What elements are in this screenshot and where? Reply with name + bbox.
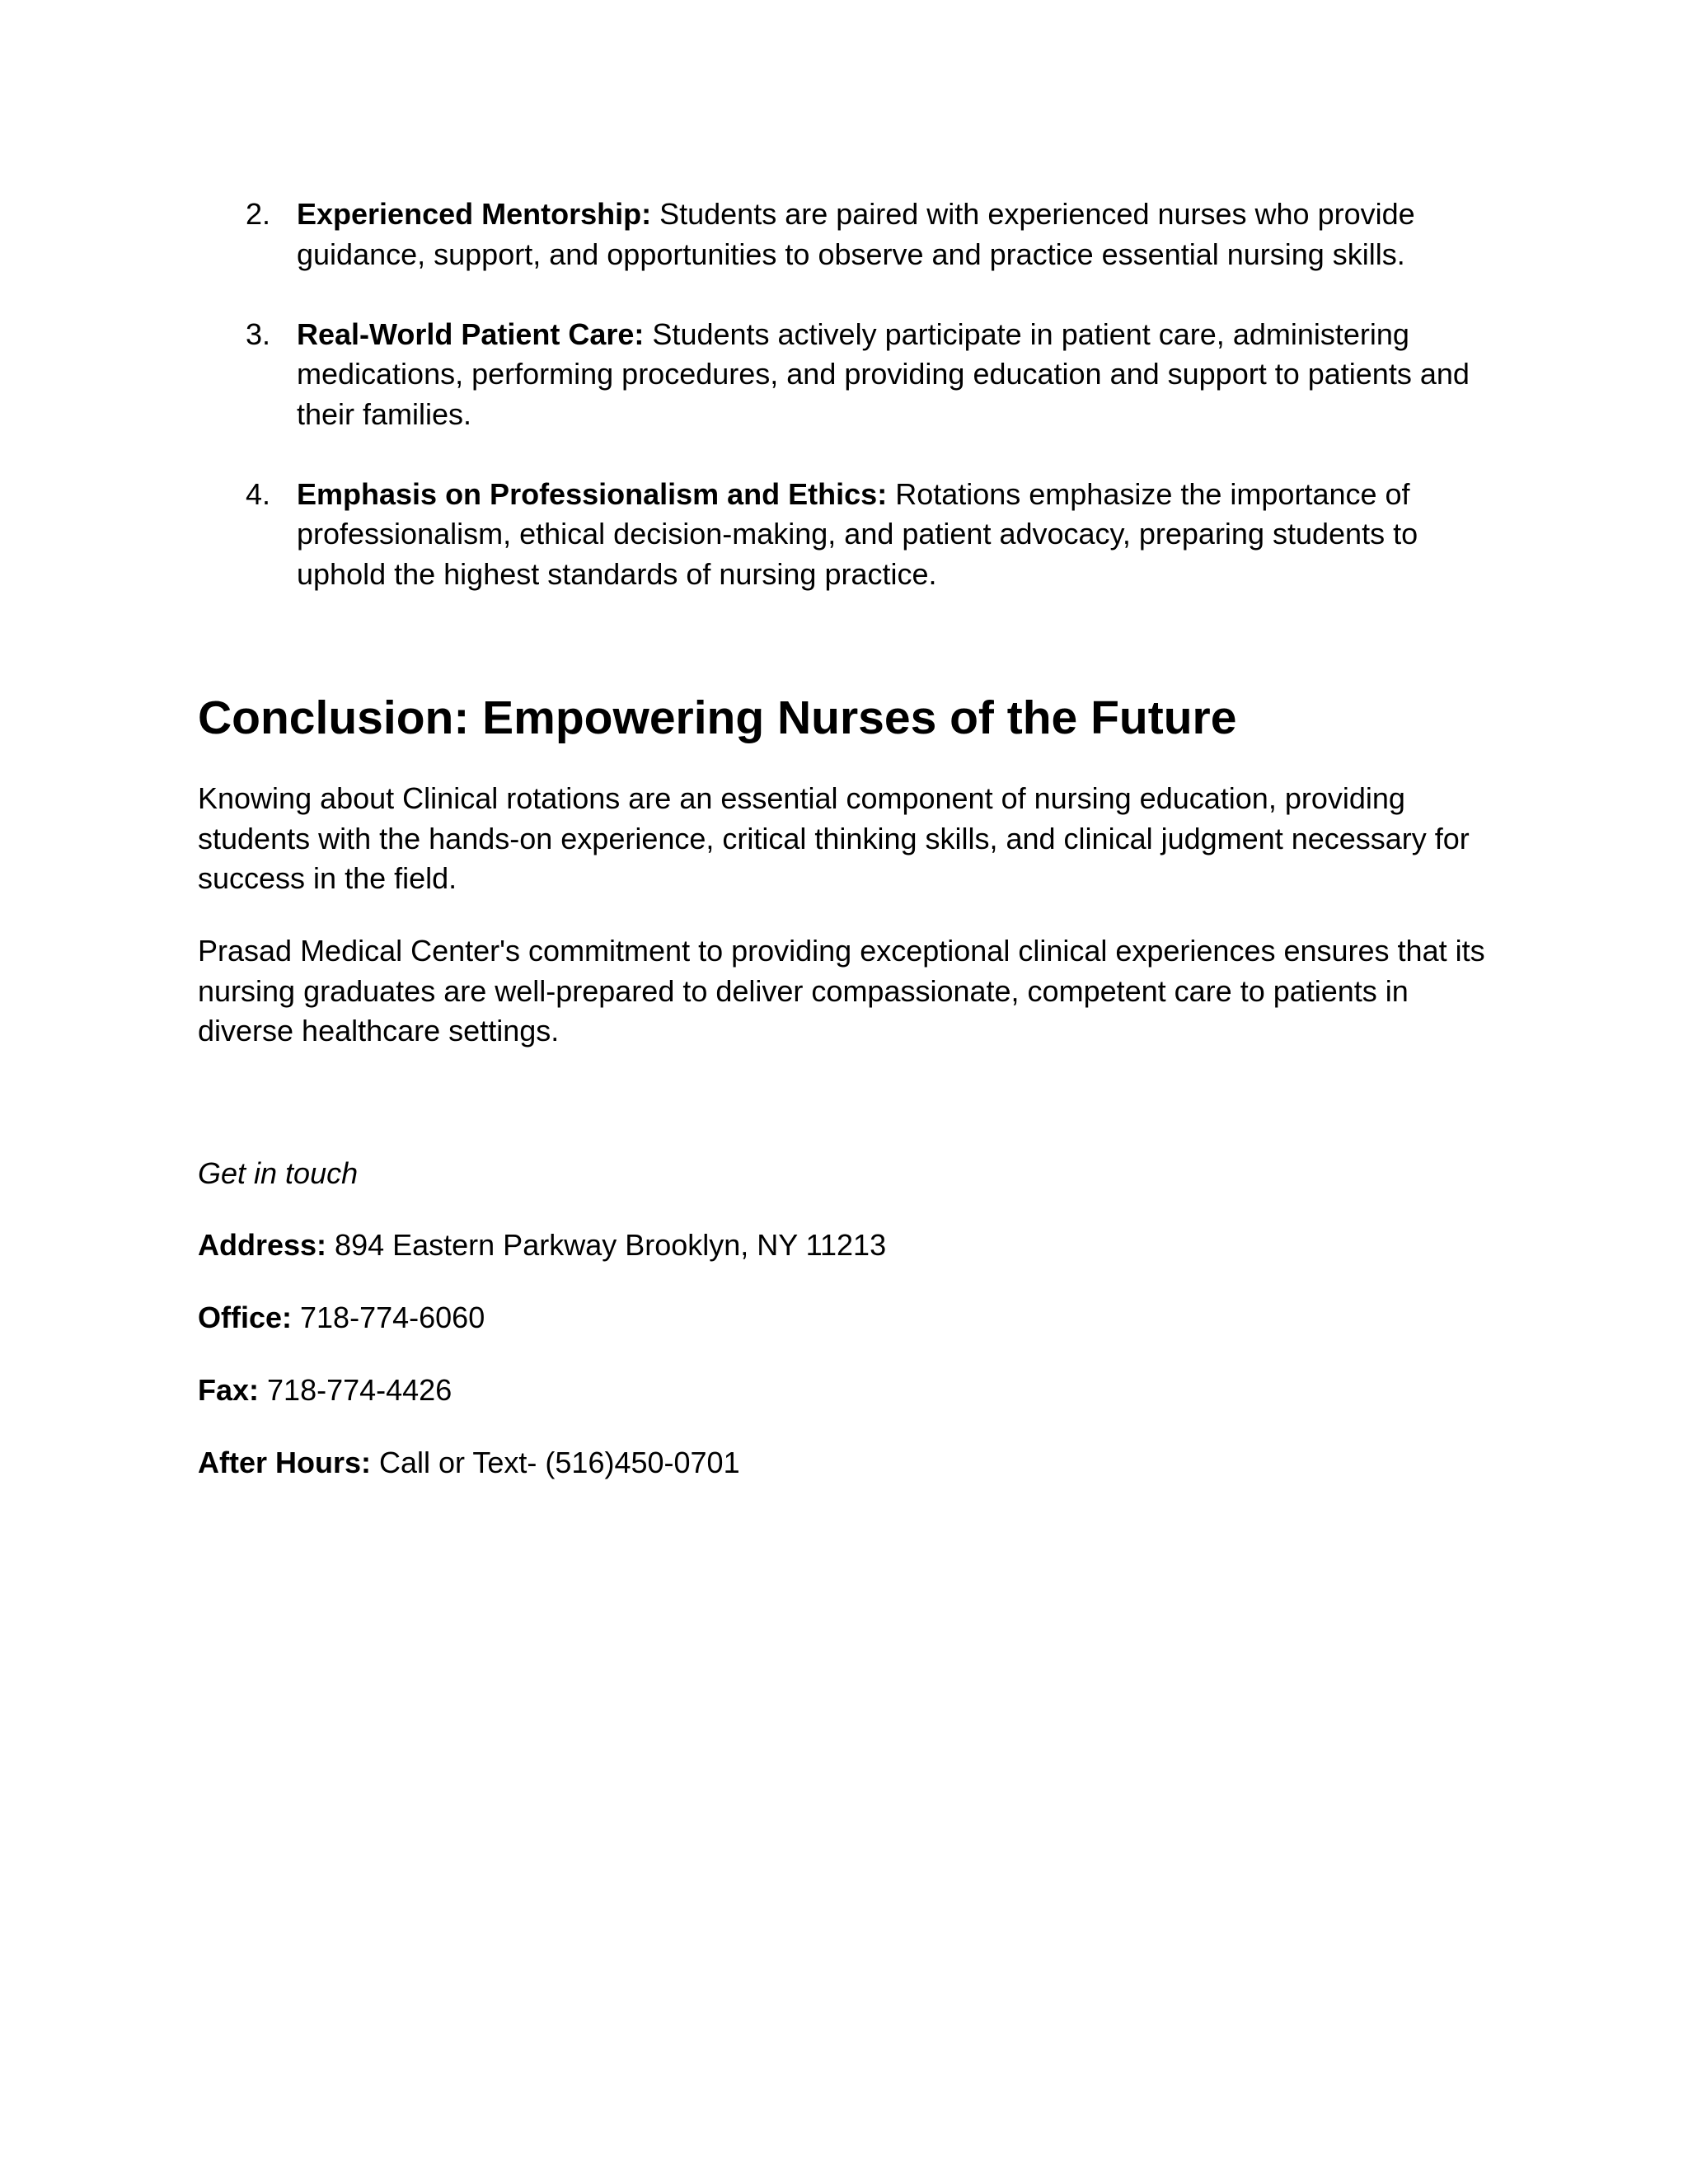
list-item-title: Emphasis on Professionalism and Ethics: bbox=[297, 476, 888, 511]
list-item bbox=[198, 315, 1500, 435]
address-label: Address: bbox=[198, 1228, 327, 1262]
get-in-touch-label: Get in touch bbox=[198, 1156, 359, 1190]
list-item-number: 2. bbox=[246, 197, 271, 231]
list-item-number: 3. bbox=[246, 316, 271, 351]
list-item-title: Experienced Mentorship: bbox=[297, 197, 652, 231]
list-item bbox=[198, 194, 1500, 274]
fax-label: Fax: bbox=[198, 1373, 260, 1407]
after-hours-label: After Hours: bbox=[198, 1446, 372, 1479]
contact-office bbox=[198, 1298, 485, 1338]
office-phone: 718-774-6060 bbox=[292, 1301, 485, 1334]
list-item bbox=[198, 475, 1500, 595]
document-page bbox=[198, 194, 1500, 1479]
conclusion-paragraph-2: Prasad Medical Center's commitment to providing exceptional clinical experiences ensures that its nursing graduates are well-prepared to deliver compassionate, competent care to patients in diverse healthcare settings. bbox=[198, 934, 1485, 1047]
list-item-title: Real-World Patient Care: bbox=[297, 316, 645, 351]
address-value: 894 Eastern Parkway Brooklyn, NY 11213 bbox=[326, 1228, 887, 1262]
contact-address bbox=[198, 1226, 886, 1266]
list-item-text: Rotations emphasize the importance of professionalism, ethical decision-making, and patient advocacy, preparing students to uphold the highest standards of nursing practice. bbox=[297, 476, 1418, 591]
list-item-text: Students are paired with experienced nurses who provide guidance, support, and opportunities to observe and practice essential nursing skills. bbox=[297, 197, 1415, 271]
fax-number: 718-774-4426 bbox=[259, 1373, 452, 1407]
conclusion-paragraph-1: Knowing about Clinical rotations are an essential component of nursing education, providing students with the hands-on experience, critical thinking skills, and clinical judgment necessary for success in the field. bbox=[198, 781, 1470, 895]
numbered-list bbox=[198, 194, 1500, 594]
office-label: Office: bbox=[198, 1301, 293, 1334]
after-hours-phone: Call or Text- (516)450-0701 bbox=[371, 1446, 740, 1479]
list-item-text: Students actively participate in patient care, administering medications, performing procedures, and providing education and support to patients and their families. bbox=[297, 316, 1470, 431]
list-item-number: 4. bbox=[246, 476, 271, 511]
contact-after-hours bbox=[198, 1443, 740, 1483]
contact-fax bbox=[198, 1371, 452, 1411]
conclusion-heading: Conclusion: Empowering Nurses of the Future bbox=[198, 691, 1237, 744]
